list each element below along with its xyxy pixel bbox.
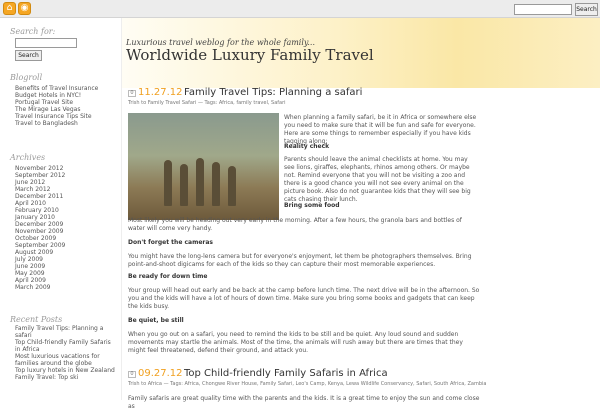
archive-link[interactable]: February 2010 — [15, 207, 59, 214]
post-meta: Trish to Africa — Tags: Africa, Chongwe River House, Family Safari, Leo's Camp, Kenya, Lewa Wildlife Conservancy, Safari, South Africa, Zambia — [128, 381, 487, 387]
blogroll-link[interactable]: Budget Hotels in NYC! — [15, 92, 82, 99]
recent-posts-list — [15, 325, 115, 381]
archive-link[interactable]: September 2012 — [15, 172, 66, 179]
child-figure — [228, 166, 236, 206]
archive-link[interactable]: July 2009 — [15, 256, 43, 263]
child-figure — [164, 160, 172, 206]
post-date: 09.27.12 — [138, 368, 183, 379]
archive-link[interactable]: December 2009 — [15, 221, 64, 228]
sidebar — [0, 18, 122, 400]
blogroll-list — [15, 85, 115, 127]
safari-photo — [128, 113, 279, 220]
archive-link[interactable]: January 2010 — [15, 214, 55, 221]
archive-link[interactable]: March 2009 — [15, 284, 51, 291]
post-title[interactable]: Top Child-friendly Family Safaris in Africa — [184, 368, 388, 379]
post-paragraph: When planning a family safari, be it in Africa or somewhere else you need to make sure that it will be fun and safe for everyone. Here are some things to remember especially if you have kids tagging along: — [284, 114, 477, 145]
archive-link[interactable]: March 2012 — [15, 186, 51, 193]
archive-link[interactable]: November 2009 — [15, 228, 64, 235]
post-paragraph: Most likely you will be heading out very early in the morning. After a few hours, the granola bars and bottles of water will come very handy. — [128, 217, 462, 232]
post-subheading: Be quiet, be still — [128, 317, 184, 324]
comment-count-badge[interactable]: 0 — [128, 90, 136, 97]
blogroll-link[interactable]: Travel Insurance Tips Site — [15, 113, 92, 120]
top-search-button[interactable]: Search — [575, 3, 598, 16]
post-subheading: Bring some food — [284, 202, 340, 209]
home-icon[interactable]: ⌂ — [3, 2, 16, 15]
archives-list — [15, 165, 115, 291]
child-figure — [196, 158, 204, 206]
site-tagline: Luxurious travel weblog for the whole family... — [126, 38, 315, 47]
top-bar — [0, 0, 600, 18]
post-meta: Trish to Family Travel Safari — Tags: Africa, family travel, Safari — [128, 100, 286, 106]
post-paragraph: Parents should leave the animal checklists at home. You may see lions, giraffes, elephants, rhinos among others. Or maybe not. Remind everyone that you will not be visiting a zoo and there is a good chance you will not see every animal on the picture book. Also do not guarantee kids that they will see big cats chasing their lunch. — [284, 156, 471, 203]
search-label: Search for: — [10, 27, 56, 36]
sidebar-search-input[interactable] — [15, 38, 77, 48]
recent-post-link[interactable]: Top Child-friendly Family Safaris in Africa — [15, 339, 111, 353]
main-content — [122, 18, 600, 410]
post-paragraph: When you go out on a safari, you need to remind the kids to be still and be quiet. Any loud sound and sudden movements may startle the animals. Most of the time, the animals will rush away but there are times that they might feel threatened, defend their ground, and attack you. — [128, 331, 463, 354]
archive-link[interactable]: June 2009 — [15, 263, 46, 270]
recent-post-link[interactable]: Family Travel: Top ski — [15, 374, 79, 381]
archive-link[interactable]: April 2009 — [15, 277, 46, 284]
post-paragraph: You might have the long-lens camera but for everyone's enjoyment, let them be photographers themselves. Bring point-and-shoot digicams for each of the kids so they can capture their most memorable experiences. — [128, 253, 472, 268]
recent-post-link[interactable]: Family Travel Tips: Planning a safari — [15, 325, 104, 339]
blogroll-heading: Blogroll — [10, 73, 43, 82]
archives-heading: Archives — [10, 153, 46, 162]
child-figure — [180, 164, 188, 206]
post-date: 11.27.12 — [138, 87, 183, 98]
post-paragraph: Family safaris are great quality time with the parents and the kids. It is a great time to enjoy the sun and come close as — [128, 395, 480, 410]
post-title[interactable]: Family Travel Tips: Planning a safari — [184, 87, 363, 98]
recent-posts-heading: Recent Posts — [10, 315, 63, 324]
child-figure — [212, 162, 220, 206]
top-search-input[interactable] — [514, 4, 572, 15]
comment-count-badge[interactable]: 0 — [128, 371, 136, 378]
post-subheading: Don't forget the cameras — [128, 239, 213, 246]
archive-link[interactable]: October 2009 — [15, 235, 57, 242]
post-paragraph: Your group will head out early and be back at the camp before lunch time. The next drive will be in the afternoon. So you and the kids will have a lot of hours of down time. Make sure you bring some books and gadgets that can keep the kids busy. — [128, 287, 480, 310]
blogroll-link[interactable]: Portugal Travel Site — [15, 99, 74, 106]
archive-link[interactable]: May 2009 — [15, 270, 45, 277]
sidebar-search-button[interactable]: Search — [15, 50, 42, 61]
archive-link[interactable]: August 2009 — [15, 249, 54, 256]
site-title[interactable]: Worldwide Luxury Family Travel — [126, 46, 374, 64]
archive-link[interactable]: April 2010 — [15, 200, 46, 207]
archive-link[interactable]: June 2012 — [15, 179, 46, 186]
archive-link[interactable]: November 2012 — [15, 165, 64, 172]
recent-post-link[interactable]: Top luxury hotels in New Zealand — [15, 367, 115, 374]
archive-link[interactable]: September 2009 — [15, 242, 66, 249]
rss-icon[interactable]: ◉ — [18, 2, 31, 15]
recent-post-link[interactable]: Most luxurious vacations for families around the globe — [15, 353, 100, 367]
blogroll-link[interactable]: Travel to Bangladesh — [15, 120, 78, 127]
blogroll-link[interactable]: The Mirage Las Vegas — [15, 106, 81, 113]
post-subheading: Be ready for down time — [128, 273, 208, 280]
archive-link[interactable]: December 2011 — [15, 193, 64, 200]
blogroll-link[interactable]: Benefits of Travel Insurance — [15, 85, 99, 92]
post-subheading: Reality check — [284, 143, 330, 150]
